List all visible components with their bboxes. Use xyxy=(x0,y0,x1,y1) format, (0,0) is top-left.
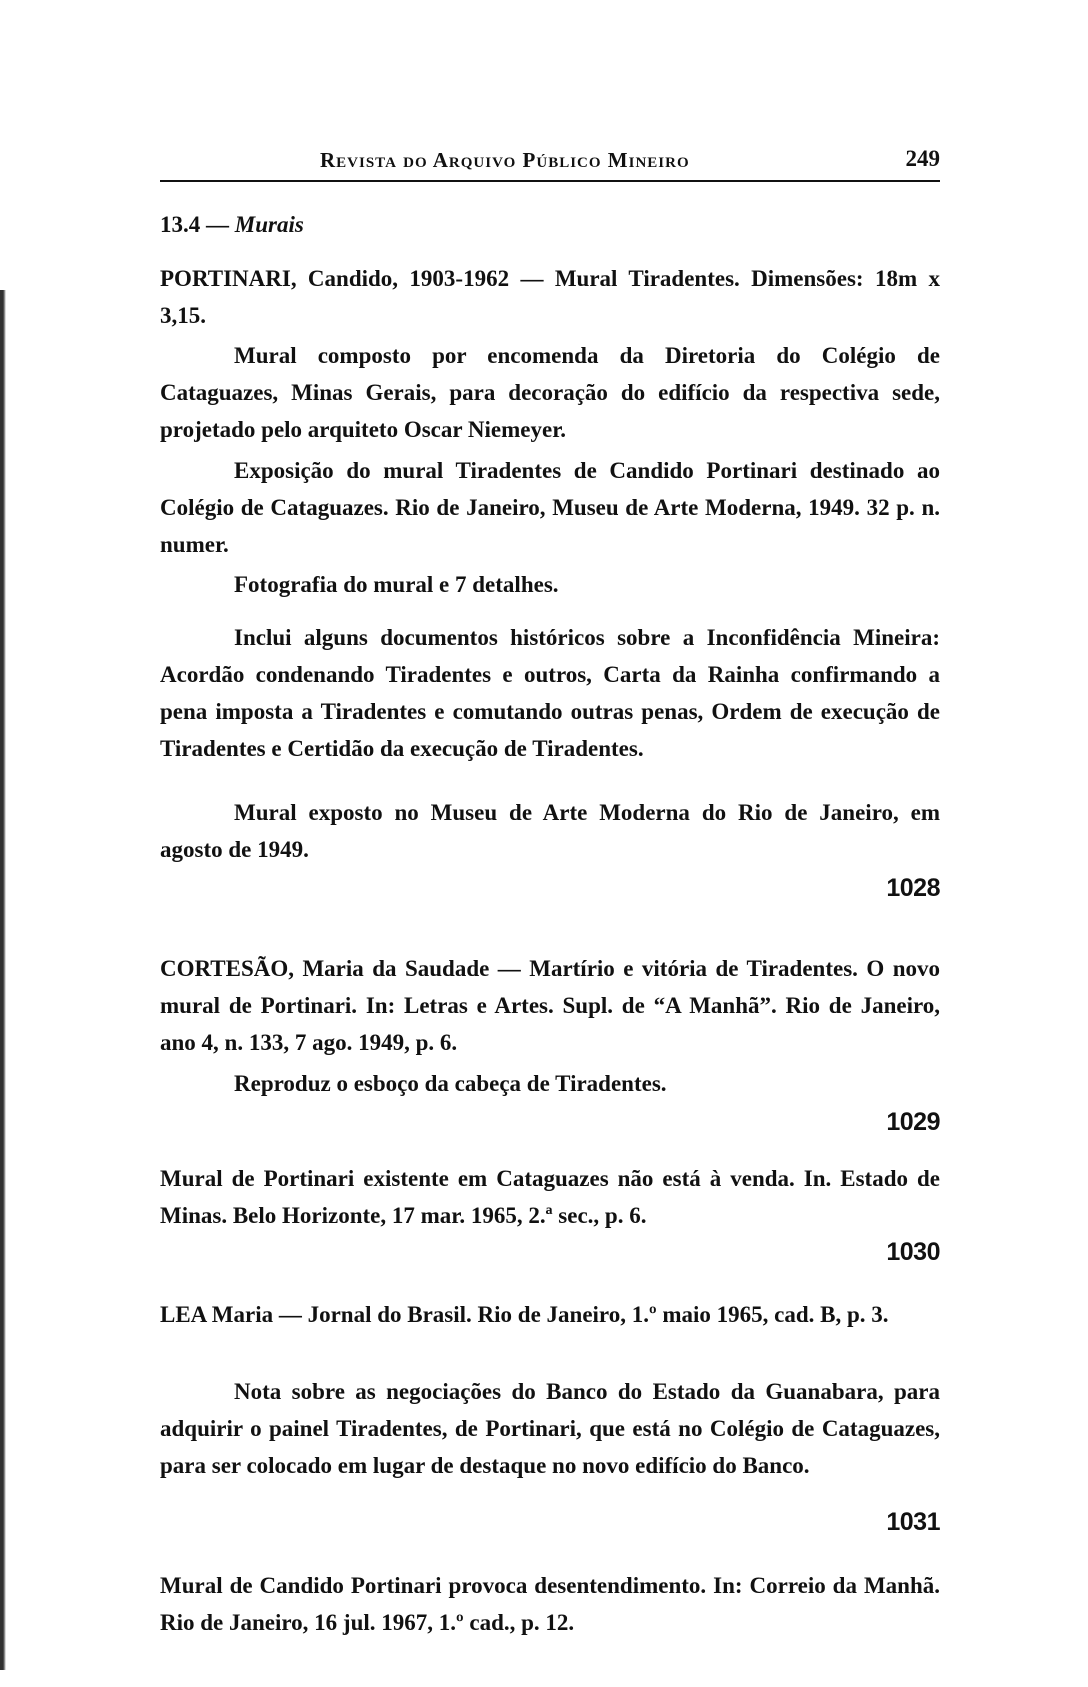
entry-1031-note: Nota sobre as negociações do Banco do Estado da Guanabara, para adquirir o painel Tiradentes, de Portinari, que está no Colégio de Cataguazes, para ser colocado em lugar de destaque no novo edifício do Banco. xyxy=(160,1379,940,1478)
entry-1028-note-documents: Inclui alguns documentos históricos sobre a Inconfidência Mineira: Acordão condenando Tiradentes e outros, Carta da Rainha confirmando a pena imposta a Tiradentes e comutando outras penas, Ordem de execução de Tiradentes e Certidão da execução de Tiradentes. xyxy=(160,625,940,761)
page-number: 249 xyxy=(905,146,940,171)
running-title: Revista do Arquivo Público Mineiro xyxy=(320,148,690,172)
entry-number-1029: 1029 xyxy=(886,1108,940,1136)
section-title: Murais xyxy=(234,212,304,237)
entry-1029-citation: CORTESÃO, Maria da Saudade — Martírio e vitória de Tiradentes. O novo mural de Portinari. In: Letras e Artes. Supl. de “A Manhã”. Rio de Janeiro, ano 4, n. 133, 7 ago. 1949, p. 6. xyxy=(160,956,940,1055)
entry-1031-citation: LEA Maria — Jornal do Brasil. Rio de Janeiro, 1.º maio 1965, cad. B, p. 3. xyxy=(160,1302,889,1327)
binding-edge-shadow xyxy=(0,290,6,1670)
entry-1029-note: Reproduz o esboço da cabeça de Tiradentes. xyxy=(234,1071,667,1096)
entry-number-1030: 1030 xyxy=(886,1238,940,1266)
section-number: 13.4 — xyxy=(160,212,229,237)
page-header xyxy=(160,148,940,182)
entry-1032-citation: Mural de Candido Portinari provoca desentendimento. In: Correio da Manhã. Rio de Janeiro, 16 jul. 1967, 1.º cad., p. 12. xyxy=(160,1573,940,1635)
entry-1028-note-commission: Mural composto por encomenda da Diretoria do Colégio de Cataguazes, Minas Gerais, para decoração do edifício da respectiva sede, projetado pelo arquiteto Oscar Niemeyer. xyxy=(160,343,940,442)
entry-1028-note-exhibition: Exposição do mural Tiradentes de Candido Portinari destinado ao Colégio de Cataguazes. Rio de Janeiro, Museu de Arte Moderna, 1949. 32 p. n. numer. xyxy=(160,458,940,557)
entry-number-1028: 1028 xyxy=(886,874,940,902)
section-heading xyxy=(160,212,304,238)
entry-1030-citation: Mural de Portinari existente em Cataguazes não está à venda. In. Estado de Minas. Belo Horizonte, 17 mar. 1965, 2.ª sec., p. 6. xyxy=(160,1166,940,1228)
entry-1028-citation: PORTINARI, Candido, 1903-1962 — Mural Tiradentes. Dimensões: 18m x 3,15. xyxy=(160,266,940,328)
entry-1028-note-photos: Fotografia do mural e 7 detalhes. xyxy=(234,572,559,597)
entry-1028-note-exposition: Mural exposto no Museu de Arte Moderna do Rio de Janeiro, em agosto de 1949. xyxy=(160,800,940,862)
entry-number-1031: 1031 xyxy=(886,1508,940,1536)
